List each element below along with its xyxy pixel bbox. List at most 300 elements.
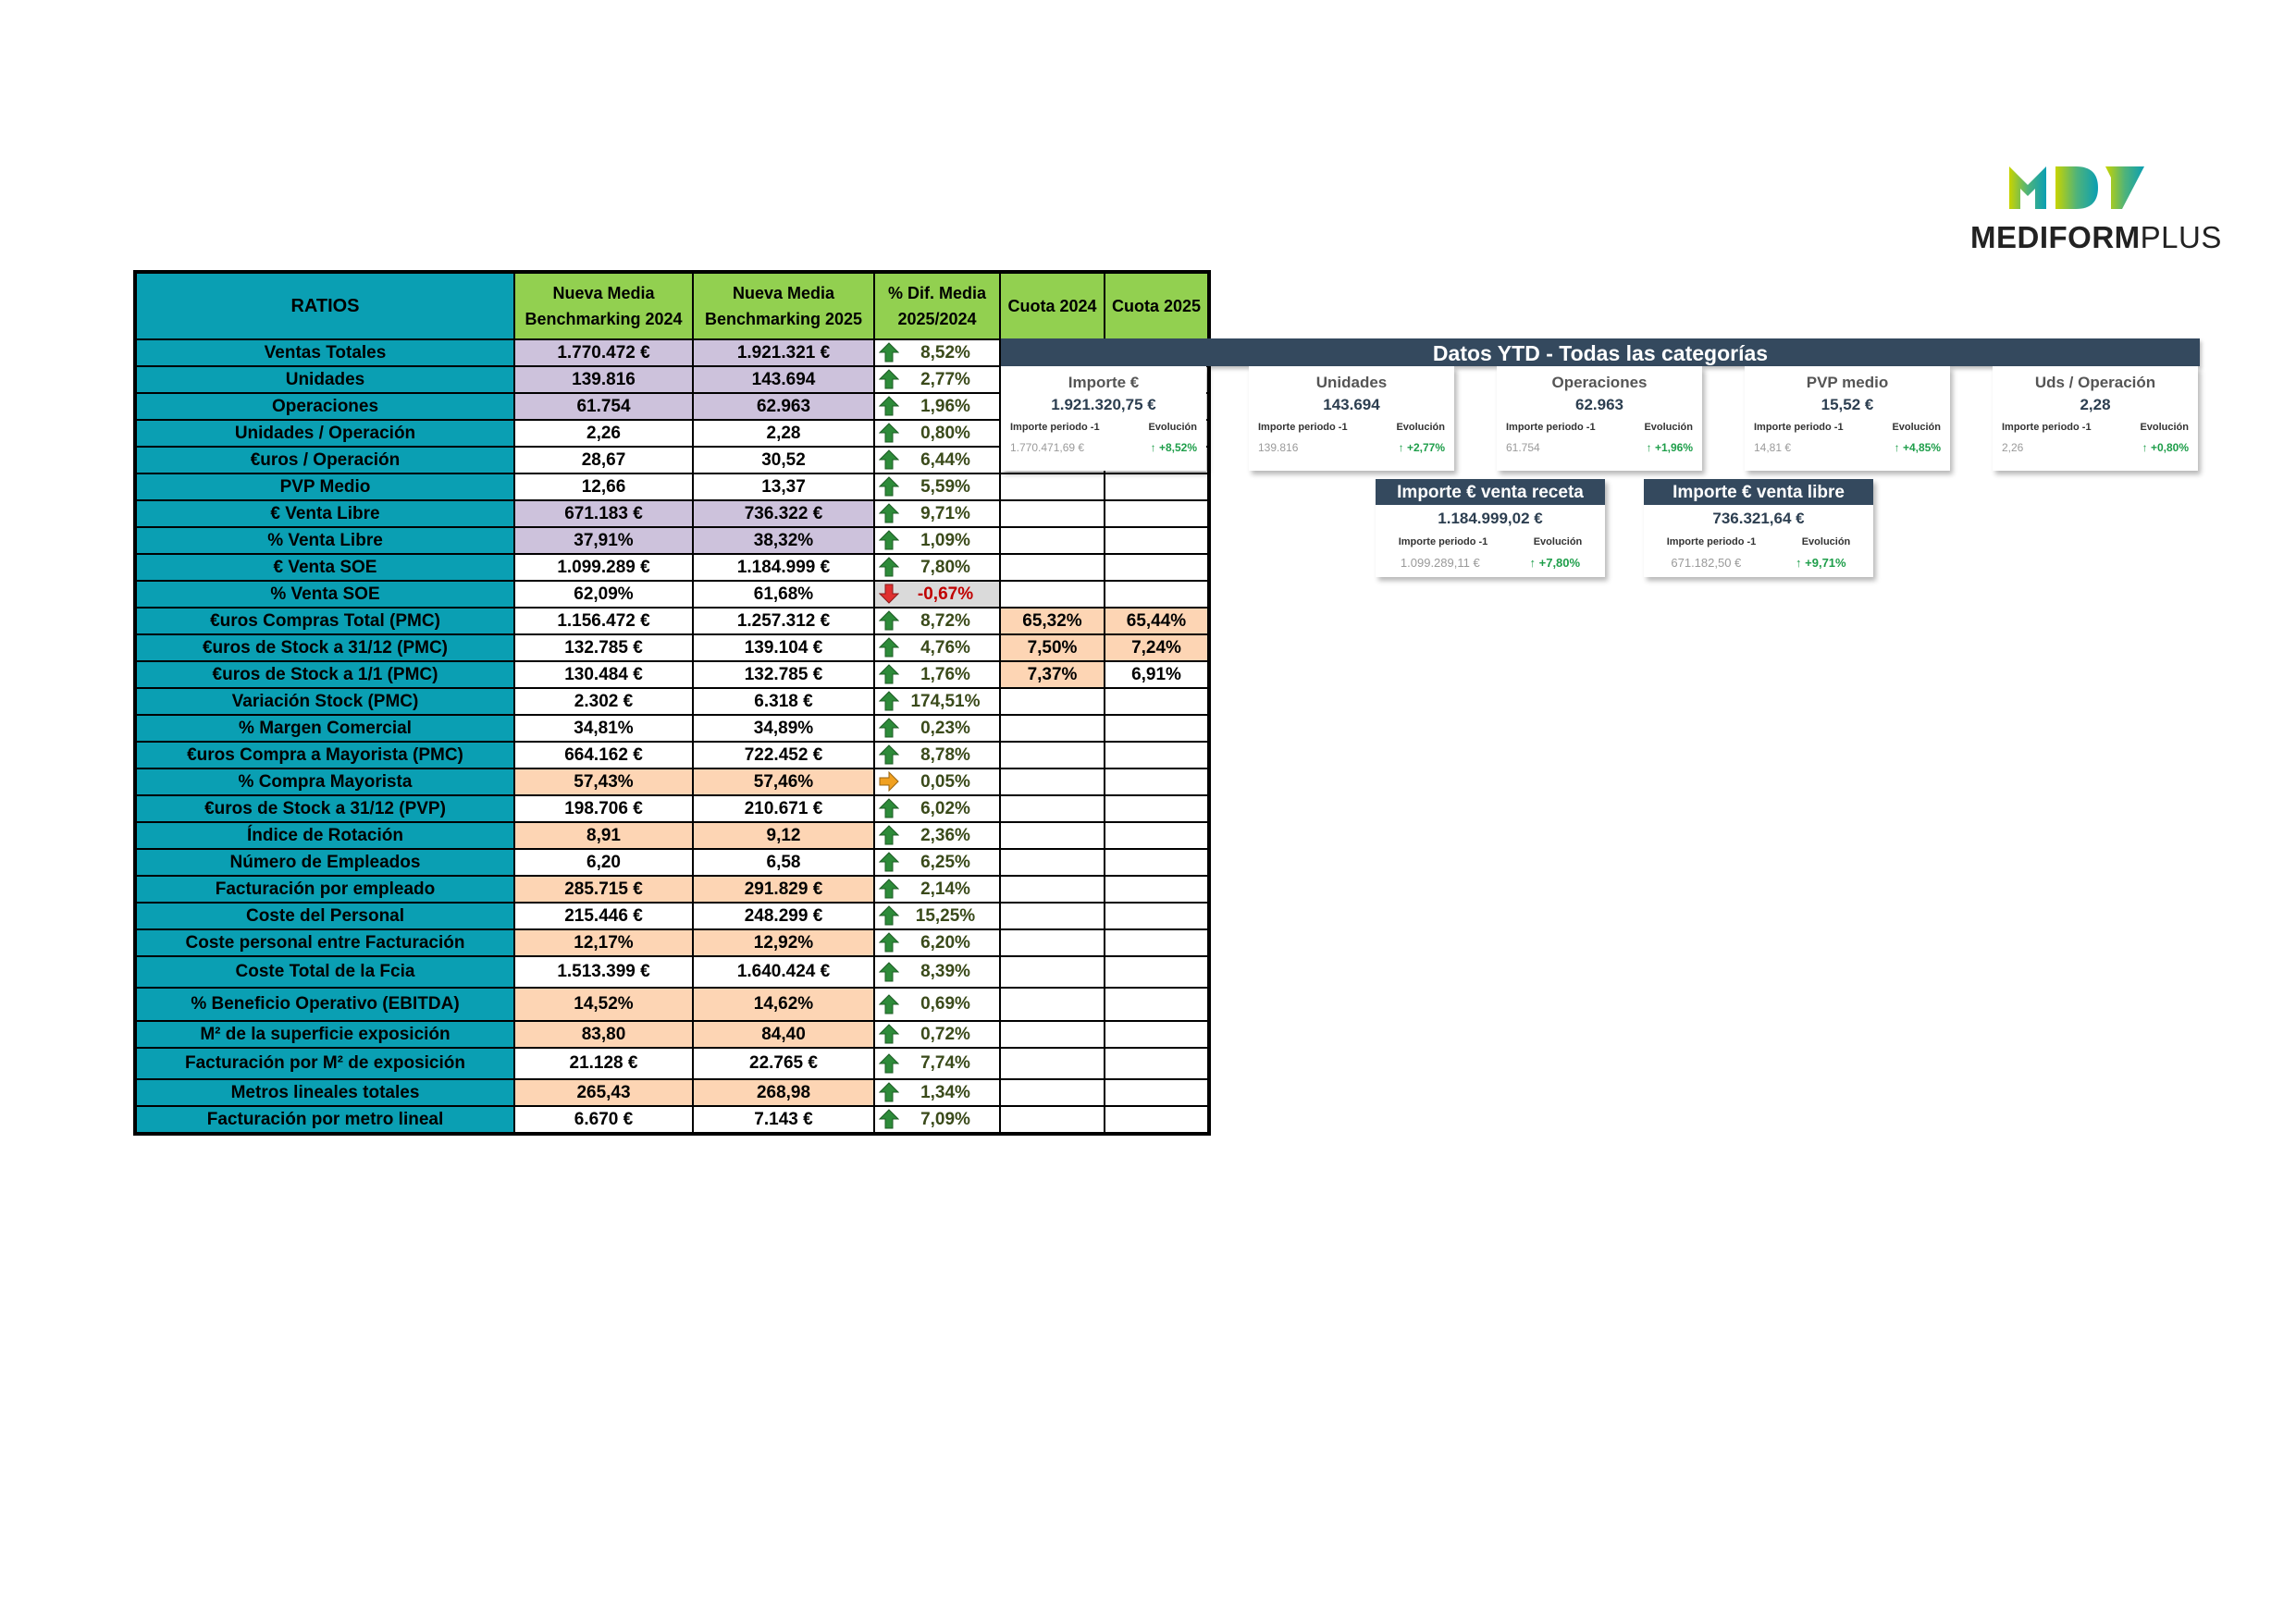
arrow-up-icon xyxy=(879,905,899,926)
kpi-title: Uds / Operación xyxy=(2034,374,2156,391)
cuota-2025: 65,44% xyxy=(1105,608,1209,634)
table-header-row xyxy=(135,272,1209,339)
value-2025: 1.257.312 € xyxy=(693,608,874,634)
row-label: % Margen Comercial xyxy=(135,715,514,742)
cuota-2024 xyxy=(1000,822,1105,849)
dif-cell xyxy=(874,554,1000,581)
row-label: €uros de Stock a 31/12 (PMC) xyxy=(135,634,514,661)
dif-value: 8,52% xyxy=(920,342,970,363)
table-row xyxy=(135,527,1209,554)
arrow-right-icon xyxy=(879,771,899,792)
value-2024: 132.785 € xyxy=(514,634,693,661)
arrow-down-icon xyxy=(879,584,899,604)
cuota-2025 xyxy=(1105,688,1209,715)
value-2025: 34,89% xyxy=(693,715,874,742)
dif-value: 1,34% xyxy=(920,1082,970,1102)
kpi-card-secondary xyxy=(1644,479,1873,577)
value-2024: 6.670 € xyxy=(514,1106,693,1134)
arrow-up-icon xyxy=(879,691,899,711)
arrow-up-icon xyxy=(879,852,899,872)
row-label: €uros Compra a Mayorista (PMC) xyxy=(135,742,514,768)
kpi-value: 2,28 xyxy=(2080,396,2111,413)
cuota-2025 xyxy=(1105,1106,1209,1134)
kpi-prev-value: 671.182,50 € xyxy=(1671,556,1742,570)
table-row xyxy=(135,742,1209,768)
cuota-2024: 65,32% xyxy=(1000,608,1105,634)
table-row xyxy=(135,768,1209,795)
arrow-up-icon xyxy=(879,962,899,982)
cuota-2024 xyxy=(1000,988,1105,1021)
value-2024: 37,91% xyxy=(514,527,693,554)
cuota-2024 xyxy=(1000,715,1105,742)
row-label: % Venta SOE xyxy=(135,581,514,608)
row-label: % Venta Libre xyxy=(135,527,514,554)
arrow-up-icon xyxy=(879,396,899,416)
arrow-up-icon xyxy=(879,610,899,631)
cuota-2025 xyxy=(1105,527,1209,554)
cuota-2024 xyxy=(1000,688,1105,715)
value-2024: 12,17% xyxy=(514,929,693,956)
dif-cell xyxy=(874,876,1000,903)
arrow-up-icon xyxy=(879,503,899,523)
value-2024: 215.446 € xyxy=(514,903,693,929)
value-2025: 30,52 xyxy=(693,447,874,473)
row-label: Índice de Rotación xyxy=(135,822,514,849)
dif-value: 0,72% xyxy=(920,1024,970,1044)
kpi-prev-value: 1.099.289,11 € xyxy=(1400,556,1480,570)
table-row xyxy=(135,822,1209,849)
cuota-2024: 7,50% xyxy=(1000,634,1105,661)
dif-value: 7,74% xyxy=(920,1053,970,1073)
kpi-prev-label: Importe periodo -1 xyxy=(1258,422,1348,433)
cuota-2025 xyxy=(1105,1079,1209,1106)
arrow-up-icon xyxy=(879,1053,899,1074)
kpi-evo-label: Evolución xyxy=(2140,422,2189,433)
row-label: Variación Stock (PMC) xyxy=(135,688,514,715)
header-dif: % Dif. Media 2025/2024 xyxy=(874,272,1000,339)
kpi-value: 62.963 xyxy=(1575,396,1623,413)
arrow-up-icon xyxy=(879,342,899,363)
value-2024: 62,09% xyxy=(514,581,693,608)
kpi-card xyxy=(1001,366,1206,471)
dif-cell xyxy=(874,795,1000,822)
arrow-up-icon xyxy=(879,994,899,1014)
kpi-evo-label: Evolución xyxy=(1148,422,1197,433)
table-row xyxy=(135,500,1209,527)
cuota-2025 xyxy=(1105,795,1209,822)
kpi-title: Unidades xyxy=(1315,374,1388,391)
cuota-2024 xyxy=(1000,742,1105,768)
row-label: €uros Compras Total (PMC) xyxy=(135,608,514,634)
row-label: Metros lineales totales xyxy=(135,1079,514,1106)
kpi-prev-value: 139.816 xyxy=(1258,441,1299,454)
arrow-up-icon xyxy=(879,449,899,470)
dif-value: 8,39% xyxy=(920,962,970,981)
arrow-up-icon xyxy=(879,1024,899,1044)
dif-value: 6,44% xyxy=(920,449,970,470)
row-label: Número de Empleados xyxy=(135,849,514,876)
row-label: Ventas Totales xyxy=(135,339,514,366)
header-cuota-2025: Cuota 2025 xyxy=(1105,272,1209,339)
kpi-evo-value: ↑ +2,77% xyxy=(1398,441,1445,454)
value-2024: 265,43 xyxy=(514,1079,693,1106)
value-2024: 83,80 xyxy=(514,1021,693,1048)
dif-cell xyxy=(874,1048,1000,1079)
dif-cell xyxy=(874,1079,1000,1106)
value-2025: 22.765 € xyxy=(693,1048,874,1079)
row-label: Coste del Personal xyxy=(135,903,514,929)
kpi-evo-label: Evolución xyxy=(1801,536,1851,547)
cuota-2024 xyxy=(1000,929,1105,956)
dif-value: 0,23% xyxy=(920,718,970,738)
arrow-up-icon xyxy=(879,825,899,845)
dif-value: 4,76% xyxy=(920,637,970,658)
cuota-2024: 7,37% xyxy=(1000,661,1105,688)
dif-value: 15,25% xyxy=(915,905,976,926)
value-2025: 6.318 € xyxy=(693,688,874,715)
table-row xyxy=(135,876,1209,903)
dif-value: 2,77% xyxy=(920,369,970,389)
dif-cell xyxy=(874,822,1000,849)
dif-value: 9,71% xyxy=(920,503,970,523)
value-2025: 132.785 € xyxy=(693,661,874,688)
value-2024: 130.484 € xyxy=(514,661,693,688)
dif-cell xyxy=(874,715,1000,742)
kpi-evo-value: ↑ +4,85% xyxy=(1894,441,1941,454)
value-2025: 84,40 xyxy=(693,1021,874,1048)
header-media-2025: Nueva Media Benchmarking 2025 xyxy=(693,272,874,339)
cuota-2024 xyxy=(1000,500,1105,527)
kpi-evo-label: Evolución xyxy=(1644,422,1693,433)
kpi-prev-value: 1.770.471,69 € xyxy=(1010,441,1085,454)
kpi-evo-label: Evolución xyxy=(1396,422,1445,433)
value-2025: 9,12 xyxy=(693,822,874,849)
cuota-2024 xyxy=(1000,1079,1105,1106)
row-label: Facturación por metro lineal xyxy=(135,1106,514,1134)
table-row xyxy=(135,715,1209,742)
cuota-2024 xyxy=(1000,527,1105,554)
arrow-up-icon xyxy=(879,1109,899,1129)
value-2024: 1.513.399 € xyxy=(514,956,693,988)
table-row xyxy=(135,929,1209,956)
table-row xyxy=(135,903,1209,929)
mediformplus-logo xyxy=(1970,165,2220,257)
dif-cell xyxy=(874,742,1000,768)
row-label: €uros de Stock a 31/12 (PVP) xyxy=(135,795,514,822)
value-2024: 664.162 € xyxy=(514,742,693,768)
value-2024: 6,20 xyxy=(514,849,693,876)
header-media-2024: Nueva Media Benchmarking 2024 xyxy=(514,272,693,339)
dif-value: 8,78% xyxy=(920,744,970,765)
cuota-2025 xyxy=(1105,849,1209,876)
dif-cell xyxy=(874,1106,1000,1134)
cuota-2025 xyxy=(1105,1021,1209,1048)
kpi-title: Importe € venta libre xyxy=(1644,479,1873,505)
cuota-2025 xyxy=(1105,473,1209,500)
value-2024: 14,52% xyxy=(514,988,693,1021)
header-ratios: RATIOS xyxy=(135,272,514,339)
arrow-up-icon xyxy=(879,423,899,443)
cuota-2025 xyxy=(1105,876,1209,903)
value-2025: 268,98 xyxy=(693,1079,874,1106)
dif-cell xyxy=(874,634,1000,661)
value-2024: 61.754 xyxy=(514,393,693,420)
arrow-up-icon xyxy=(879,369,899,389)
arrow-up-icon xyxy=(879,664,899,684)
kpi-value: 1.184.999,02 € xyxy=(1438,510,1543,527)
row-label: M² de la superficie exposición xyxy=(135,1021,514,1048)
kpi-value: 1.921.320,75 € xyxy=(1051,396,1156,413)
dif-cell xyxy=(874,849,1000,876)
dif-value: 8,72% xyxy=(920,610,970,631)
value-2025: 14,62% xyxy=(693,988,874,1021)
row-label: Unidades / Operación xyxy=(135,420,514,447)
arrow-up-icon xyxy=(879,798,899,818)
dif-cell xyxy=(874,929,1000,956)
kpi-prev-value: 2,26 xyxy=(2002,441,2024,454)
value-2024: 671.183 € xyxy=(514,500,693,527)
kpi-prev-label: Importe periodo -1 xyxy=(1754,422,1844,433)
dif-cell xyxy=(874,688,1000,715)
cuota-2025 xyxy=(1105,715,1209,742)
arrow-up-icon xyxy=(879,744,899,765)
value-2024: 285.715 € xyxy=(514,876,693,903)
value-2024: 139.816 xyxy=(514,366,693,393)
row-label: Facturación por M² de exposición xyxy=(135,1048,514,1079)
cuota-2024 xyxy=(1000,849,1105,876)
value-2025: 2,28 xyxy=(693,420,874,447)
table-row xyxy=(135,554,1209,581)
arrow-up-icon xyxy=(879,476,899,497)
cuota-2024 xyxy=(1000,1048,1105,1079)
row-label: €uros / Operación xyxy=(135,447,514,473)
ytd-dashboard xyxy=(1001,338,2200,570)
dif-cell xyxy=(874,768,1000,795)
dif-cell xyxy=(874,473,1000,500)
cuota-2024 xyxy=(1000,1106,1105,1134)
value-2025: 61,68% xyxy=(693,581,874,608)
cuota-2024 xyxy=(1000,473,1105,500)
row-label: € Venta SOE xyxy=(135,554,514,581)
row-label: PVP Medio xyxy=(135,473,514,500)
table-row xyxy=(135,634,1209,661)
value-2024: 34,81% xyxy=(514,715,693,742)
logo-mark-icon xyxy=(2007,165,2146,213)
arrow-up-icon xyxy=(879,557,899,577)
kpi-evo-label: Evolución xyxy=(1533,536,1583,547)
row-label: Facturación por empleado xyxy=(135,876,514,903)
dif-cell xyxy=(874,420,1000,447)
table-row xyxy=(135,795,1209,822)
kpi-prev-value: 14,81 € xyxy=(1754,441,1792,454)
kpi-title: Importe € xyxy=(1068,374,1140,391)
value-2024: 8,91 xyxy=(514,822,693,849)
row-label: Coste personal entre Facturación xyxy=(135,929,514,956)
row-label: % Beneficio Operativo (EBITDA) xyxy=(135,988,514,1021)
kpi-title: PVP medio xyxy=(1806,374,1889,391)
kpi-card xyxy=(1497,366,1702,471)
value-2025: 7.143 € xyxy=(693,1106,874,1134)
kpi-card xyxy=(1993,366,2198,471)
kpi-evo-value: ↑ +8,52% xyxy=(1150,441,1197,454)
value-2025: 1.640.424 € xyxy=(693,956,874,988)
cuota-2025 xyxy=(1105,988,1209,1021)
kpi-prev-label: Importe periodo -1 xyxy=(1506,422,1596,433)
dif-cell xyxy=(874,447,1000,473)
value-2025: 143.694 xyxy=(693,366,874,393)
cuota-2024 xyxy=(1000,876,1105,903)
cuota-2024 xyxy=(1000,581,1105,608)
cuota-2025 xyxy=(1105,822,1209,849)
row-label: € Venta Libre xyxy=(135,500,514,527)
dif-cell xyxy=(874,527,1000,554)
cuota-2025: 7,24% xyxy=(1105,634,1209,661)
dif-cell xyxy=(874,339,1000,366)
table-row xyxy=(135,1021,1209,1048)
table-row xyxy=(135,473,1209,500)
row-label: €uros de Stock a 1/1 (PMC) xyxy=(135,661,514,688)
kpi-evo-value: ↑ +9,71% xyxy=(1796,556,1846,570)
dif-value: -0,67% xyxy=(917,584,974,604)
row-label: Operaciones xyxy=(135,393,514,420)
value-2024: 28,67 xyxy=(514,447,693,473)
value-2024: 12,66 xyxy=(514,473,693,500)
dif-value: 2,14% xyxy=(920,879,970,899)
dif-cell xyxy=(874,903,1000,929)
cuota-2024 xyxy=(1000,795,1105,822)
table-row xyxy=(135,608,1209,634)
dif-value: 7,09% xyxy=(920,1109,970,1129)
value-2024: 57,43% xyxy=(514,768,693,795)
dif-cell xyxy=(874,1021,1000,1048)
kpi-card-secondary xyxy=(1376,479,1605,577)
arrow-up-icon xyxy=(879,530,899,550)
value-2025: 722.452 € xyxy=(693,742,874,768)
cuota-2025 xyxy=(1105,929,1209,956)
dif-value: 6,20% xyxy=(920,932,970,953)
kpi-prev-label: Importe periodo -1 xyxy=(1666,536,1757,547)
dif-value: 1,96% xyxy=(920,396,970,416)
cuota-2025 xyxy=(1105,1048,1209,1079)
kpi-prev-value: 61.754 xyxy=(1506,441,1540,454)
row-label: Unidades xyxy=(135,366,514,393)
header-cuota-2024: Cuota 2024 xyxy=(1000,272,1105,339)
dif-value: 0,69% xyxy=(920,994,970,1014)
arrow-up-icon xyxy=(879,879,899,899)
value-2025: 736.322 € xyxy=(693,500,874,527)
cuota-2025: 6,91% xyxy=(1105,661,1209,688)
dif-cell xyxy=(874,956,1000,988)
value-2025: 1.184.999 € xyxy=(693,554,874,581)
value-2025: 57,46% xyxy=(693,768,874,795)
dif-value: 7,80% xyxy=(920,557,970,577)
cuota-2024 xyxy=(1000,956,1105,988)
value-2025: 62.963 xyxy=(693,393,874,420)
kpi-card xyxy=(1745,366,1950,471)
dif-cell xyxy=(874,661,1000,688)
kpi-value: 143.694 xyxy=(1323,396,1380,413)
dif-cell xyxy=(874,500,1000,527)
kpi-card xyxy=(1249,366,1454,471)
table-row xyxy=(135,688,1209,715)
value-2025: 38,32% xyxy=(693,527,874,554)
dif-cell xyxy=(874,608,1000,634)
logo-wordmark: MEDIFORMPLUS xyxy=(1970,220,2222,254)
value-2025: 248.299 € xyxy=(693,903,874,929)
kpi-evo-value: ↑ +0,80% xyxy=(2142,441,2189,454)
kpi-prev-label: Importe periodo -1 xyxy=(1398,536,1488,547)
table-row xyxy=(135,581,1209,608)
arrow-up-icon xyxy=(879,1082,899,1102)
cuota-2025 xyxy=(1105,581,1209,608)
value-2025: 12,92% xyxy=(693,929,874,956)
value-2025: 210.671 € xyxy=(693,795,874,822)
dif-value: 0,80% xyxy=(920,423,970,443)
value-2024: 2,26 xyxy=(514,420,693,447)
dif-value: 6,25% xyxy=(920,852,970,872)
value-2024: 1.770.472 € xyxy=(514,339,693,366)
arrow-up-icon xyxy=(879,932,899,953)
cuota-2025 xyxy=(1105,500,1209,527)
dif-cell xyxy=(874,366,1000,393)
cuota-2025 xyxy=(1105,903,1209,929)
value-2025: 6,58 xyxy=(693,849,874,876)
cuota-2025 xyxy=(1105,554,1209,581)
table-row xyxy=(135,988,1209,1021)
dif-value: 2,36% xyxy=(920,825,970,845)
kpi-title: Operaciones xyxy=(1551,374,1648,391)
arrow-up-icon xyxy=(879,637,899,658)
value-2025: 139.104 € xyxy=(693,634,874,661)
row-label: Coste Total de la Fcia xyxy=(135,956,514,988)
dif-value: 5,59% xyxy=(920,476,970,497)
table-row xyxy=(135,849,1209,876)
cuota-2024 xyxy=(1000,768,1105,795)
value-2025: 13,37 xyxy=(693,473,874,500)
cuota-2025 xyxy=(1105,768,1209,795)
table-row xyxy=(135,1079,1209,1106)
value-2024: 1.156.472 € xyxy=(514,608,693,634)
value-2024: 2.302 € xyxy=(514,688,693,715)
kpi-evo-value: ↑ +7,80% xyxy=(1529,556,1581,570)
value-2025: 1.921.321 € xyxy=(693,339,874,366)
kpi-value: 736.321,64 € xyxy=(1712,510,1805,527)
dif-value: 1,76% xyxy=(920,664,970,684)
table-row xyxy=(135,1048,1209,1079)
dashboard-title: Datos YTD - Todas las categorías xyxy=(1001,338,2200,366)
arrow-up-icon xyxy=(879,718,899,738)
value-2024: 21.128 € xyxy=(514,1048,693,1079)
cuota-2025 xyxy=(1105,742,1209,768)
table-row xyxy=(135,956,1209,988)
cuota-2024 xyxy=(1000,554,1105,581)
cuota-2025 xyxy=(1105,956,1209,988)
table-row xyxy=(135,1106,1209,1134)
dif-value: 6,02% xyxy=(920,798,970,818)
dif-value: 174,51% xyxy=(910,691,981,711)
dif-value: 1,09% xyxy=(920,530,970,550)
value-2024: 198.706 € xyxy=(514,795,693,822)
kpi-evo-label: Evolución xyxy=(1892,422,1941,433)
kpi-evo-value: ↑ +1,96% xyxy=(1646,441,1693,454)
kpi-prev-label: Importe periodo -1 xyxy=(2002,422,2092,433)
cuota-2024 xyxy=(1000,1021,1105,1048)
dif-cell xyxy=(874,393,1000,420)
dif-cell xyxy=(874,988,1000,1021)
kpi-prev-label: Importe periodo -1 xyxy=(1010,422,1100,433)
dif-cell xyxy=(874,581,1000,608)
cuota-2024 xyxy=(1000,903,1105,929)
